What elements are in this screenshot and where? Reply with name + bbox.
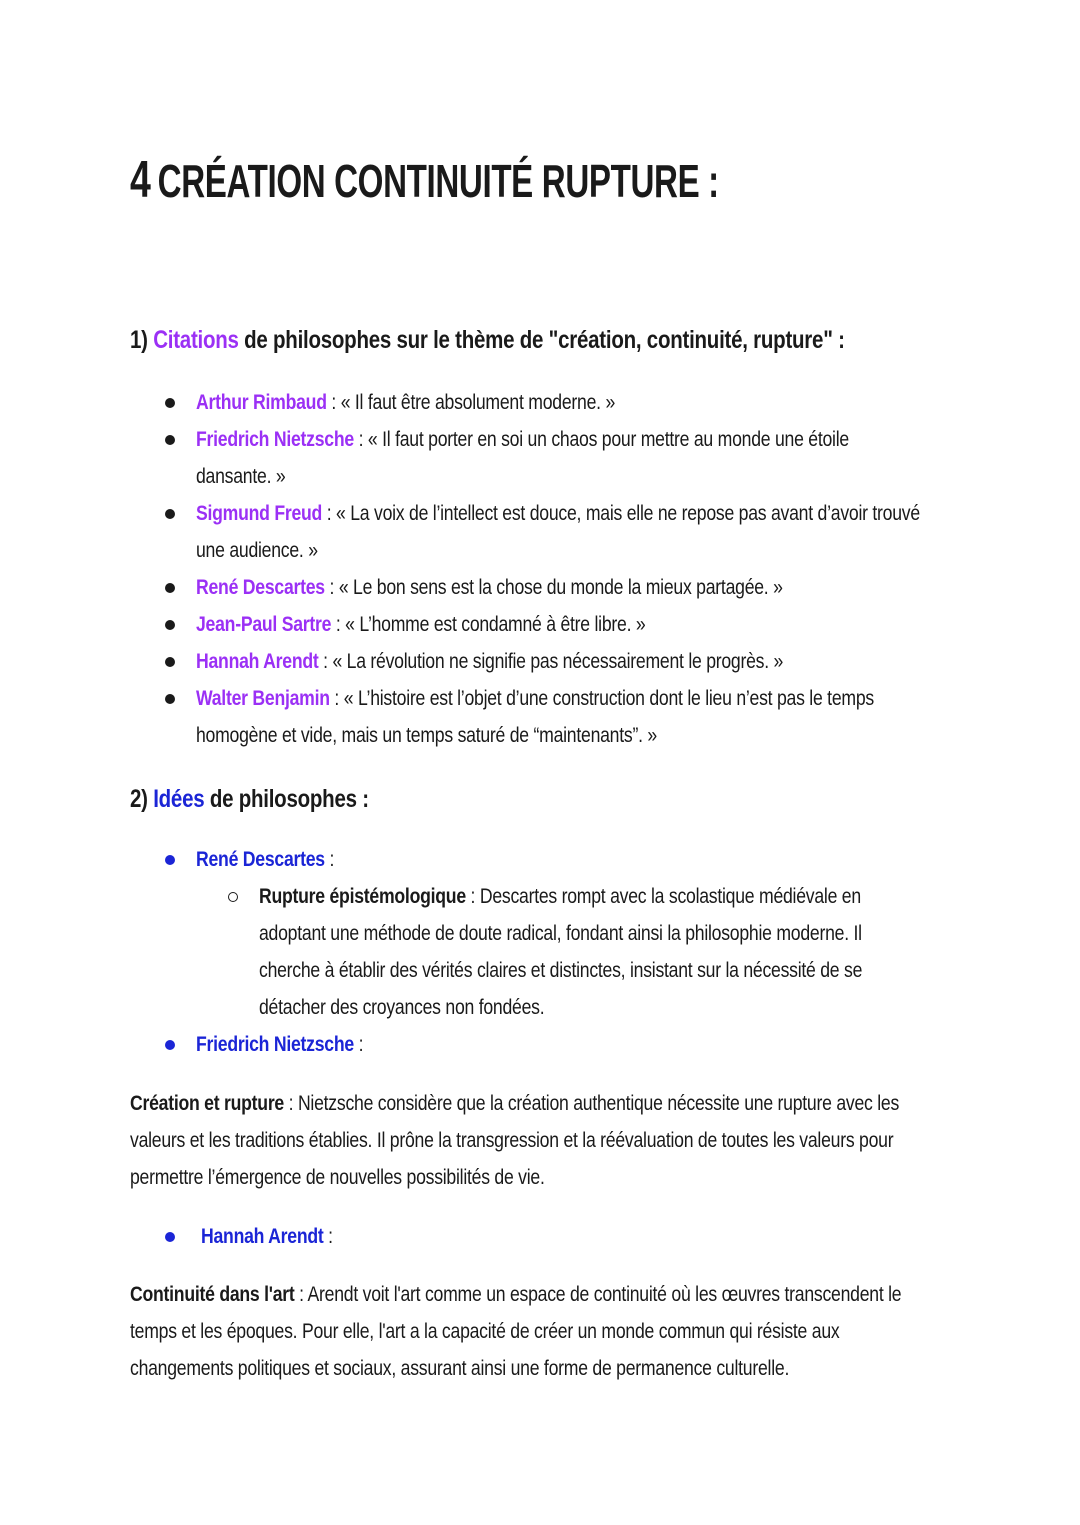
subitem-text-continued: détacher des croyances non fondées. — [259, 996, 545, 1019]
quote-author: Hannah Arendt — [196, 650, 319, 673]
section-1-rest: de philosophes sur le thème de "création, continuité, rupture" : — [238, 326, 845, 354]
bullet-icon — [165, 855, 175, 865]
quote-author: Sigmund Freud — [196, 502, 323, 525]
subitem-title: Rupture épistémologique — [259, 885, 466, 908]
list-item — [165, 643, 1058, 680]
section-2-number: 2) — [130, 785, 148, 813]
section-1-highlight: Citations — [153, 326, 239, 354]
list-item — [165, 495, 1058, 569]
section-2-heading — [130, 785, 369, 814]
quote-author: Walter Benjamin — [196, 687, 330, 710]
list-item — [165, 1218, 358, 1255]
quote-author: Arthur Rimbaud — [196, 391, 327, 414]
quotes-list — [165, 384, 1058, 754]
bullet-icon — [165, 657, 175, 667]
quote-text: « L’histoire est l’objet d’une construction dont le lieu n’est pas le temps — [343, 687, 874, 710]
subitem-separator: : — [465, 885, 480, 908]
bullet-icon — [165, 583, 175, 593]
bullet-icon — [165, 694, 175, 704]
list-item — [165, 841, 360, 878]
title-text: CRÉATION CONTINUITÉ RUPTURE : — [157, 155, 719, 207]
page-title — [130, 150, 719, 210]
paragraph-title: Continuité dans l'art — [130, 1283, 295, 1306]
section-2-rest: de philosophes : — [204, 785, 369, 813]
quote-author: René Descartes — [196, 576, 325, 599]
nietzsche-list — [165, 1026, 395, 1063]
quote-separator: : — [322, 502, 337, 525]
quote-separator: : — [353, 428, 368, 451]
quote-text: « La révolution ne signifie pas nécessairement le progrès. » — [332, 650, 784, 673]
bullet-icon — [165, 1232, 175, 1242]
quote-separator: : — [331, 613, 346, 636]
paragraph-text-continued: permettre l’émergence de nouvelles possibilités de vie. — [130, 1166, 545, 1189]
hollow-bullet-icon — [228, 892, 238, 902]
title-number: 4 — [130, 151, 151, 209]
philosopher-name: Hannah Arendt — [201, 1225, 324, 1248]
paragraph-text-continued: temps et les époques. Pour elle, l'art a la capacité de créer un monde commun qui résiste aux — [130, 1320, 840, 1343]
colon: : — [324, 848, 335, 871]
paragraph-text-continued: valeurs et les traditions établies. Il prône la transgression et la réévaluation de toutes les valeurs pour — [130, 1129, 894, 1152]
list-item — [165, 384, 1058, 421]
list-item — [165, 680, 1058, 754]
paragraph-text: Nietzsche considère que la création authentique nécessite une rupture avec les — [297, 1092, 900, 1115]
quote-text-continued: homogène et vide, mais un temps saturé de “maintenants”. » — [196, 724, 657, 747]
quote-text: « Le bon sens est la chose du monde la mieux partagée. » — [338, 576, 783, 599]
colon: : — [353, 1033, 364, 1056]
list-item — [165, 569, 1058, 606]
bullet-icon — [165, 435, 175, 445]
section-1-heading — [130, 326, 845, 355]
list-item — [165, 1026, 395, 1063]
quote-separator: : — [326, 391, 341, 414]
list-item — [228, 878, 977, 1026]
paragraph-text-continued: changements politiques et sociaux, assurant ainsi une forme de permanence culturelle. — [130, 1357, 790, 1380]
quote-text: « Il faut porter en soi un chaos pour mettre au monde une étoile — [367, 428, 849, 451]
quote-text-continued: une audience. » — [196, 539, 318, 562]
quote-text: « La voix de l’intellect est douce, mais elle ne repose pas avant d’avoir trouvé — [336, 502, 920, 525]
paragraph-title: Création et rupture — [130, 1092, 284, 1115]
paragraph-separator: : — [294, 1283, 308, 1306]
subitem-text-continued: adoptant une méthode de doute radical, fondant ainsi la philosophie moderne. Il — [259, 922, 862, 945]
paragraph-separator: : — [283, 1092, 298, 1115]
descartes-sublist — [228, 878, 977, 1026]
bullet-icon — [165, 398, 175, 408]
philosopher-name: René Descartes — [196, 848, 325, 871]
subitem-text: Descartes rompt avec la scolastique médiévale en — [479, 885, 861, 908]
arendt-paragraph — [130, 1276, 1048, 1387]
bullet-icon — [165, 509, 175, 519]
quote-author: Friedrich Nietzsche — [196, 428, 354, 451]
quote-author: Jean-Paul Sartre — [196, 613, 332, 636]
arendt-list — [165, 1218, 358, 1255]
quote-text: « Il faut être absolument moderne. » — [340, 391, 616, 414]
subitem-text-continued: cherche à établir des vérités claires et distinctes, insistant sur la nécessité de se — [259, 959, 863, 982]
bullet-icon — [165, 620, 175, 630]
quote-text: « L’homme est condamné à être libre. » — [345, 613, 646, 636]
list-item — [165, 606, 1058, 643]
nietzsche-paragraph — [130, 1085, 1046, 1196]
list-item — [165, 421, 1058, 495]
paragraph-text: Arendt voit l'art comme un espace de continuité où les œuvres transcendent le — [307, 1283, 902, 1306]
descartes-list — [165, 841, 360, 878]
colon: : — [323, 1225, 333, 1248]
section-1-number: 1) — [130, 326, 148, 354]
quote-separator: : — [329, 687, 344, 710]
section-2-highlight: Idées — [153, 785, 205, 813]
bullet-icon — [165, 1040, 175, 1050]
quote-separator: : — [324, 576, 339, 599]
philosopher-name: Friedrich Nietzsche — [196, 1033, 354, 1056]
quote-separator: : — [318, 650, 333, 673]
quote-text-continued: dansante. » — [196, 465, 286, 488]
